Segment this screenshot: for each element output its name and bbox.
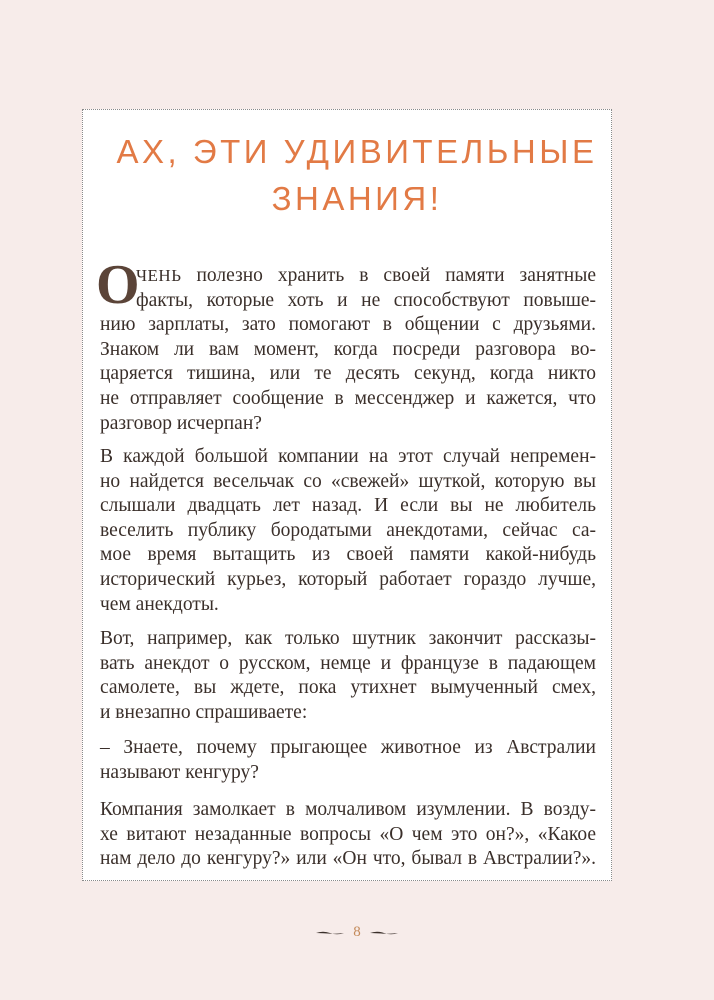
text-line: чем анекдоты.: [100, 593, 219, 615]
left-ornament-icon: [316, 930, 344, 936]
page-footer: [0, 924, 714, 941]
text-line: царяется тишина, или те десять секунд, когда никто: [100, 363, 596, 385]
text-line: исторический курьез, который работает гораздо лучше,: [100, 568, 596, 590]
text-line: не отправляет сообщение в мессенджер и кажется, что: [100, 387, 596, 409]
paragraph-2: [100, 445, 596, 617]
text-line: называют кенгуру?: [100, 761, 259, 783]
page-number: 8: [353, 924, 361, 940]
text-line: [100, 264, 596, 289]
text-line: хе витают незаданные вопросы «О чем это он?», «Какое: [100, 823, 596, 845]
paragraph-4: [100, 736, 596, 785]
text-line: самолете, вы ждете, пока утихнет вымученный смех,: [100, 677, 596, 699]
text-line: В каждой большой компании на этот случай непремен-: [100, 446, 596, 467]
paragraph-5: [100, 798, 596, 872]
right-ornament-icon: [370, 930, 398, 936]
text-line: мое время вытащить из своей памяти какой-нибудь: [100, 544, 596, 566]
text-line: нам дело до кенгуру?» или «Он что, бывал в Австралии?».: [100, 848, 596, 870]
text-line: Вот, например, как только шутник закончит рассказы-: [100, 628, 596, 649]
text-line: но найдется весельчак со «свежей» шуткой, которую вы: [100, 470, 596, 492]
text-line: вать анекдот о русском, немце и французе в падающем: [100, 652, 596, 674]
text-line: – Знаете, почему прыгающее животное из Австралии: [100, 737, 596, 758]
text-line: факты, которые хоть и не способствуют повыше-: [136, 289, 596, 311]
text-line-rest: полезно хранить в своей памяти занятные: [196, 265, 597, 286]
paragraph-1: [100, 264, 596, 436]
text-line: веселить публику бородатыми анекдотами, сейчас са-: [100, 519, 596, 541]
title-line: АХ, ЭТИ УДИВИТЕЛЬНЫЕ: [116, 133, 598, 170]
text-line: нию зарплаты, зато помогают в общении с друзьями.: [100, 314, 596, 336]
paragraph-3: [100, 627, 596, 725]
title-line: ЗНАНИЯ!: [271, 180, 443, 217]
text-line: слышали двадцать лет назад. И если вы не любитель: [100, 495, 596, 517]
text-line: Знаком ли вам момент, когда посреди разговора во-: [100, 338, 596, 360]
text-line: разговор исчерпан?: [100, 412, 262, 434]
drop-cap: О: [96, 254, 140, 316]
text-line: и внезапно спрашиваете:: [100, 701, 308, 723]
first-word: ЧЕНЬ: [136, 266, 182, 285]
chapter-title: [0, 128, 714, 222]
text-line: Компания замолкает в молчаливом изумлении. В возду-: [100, 799, 596, 820]
